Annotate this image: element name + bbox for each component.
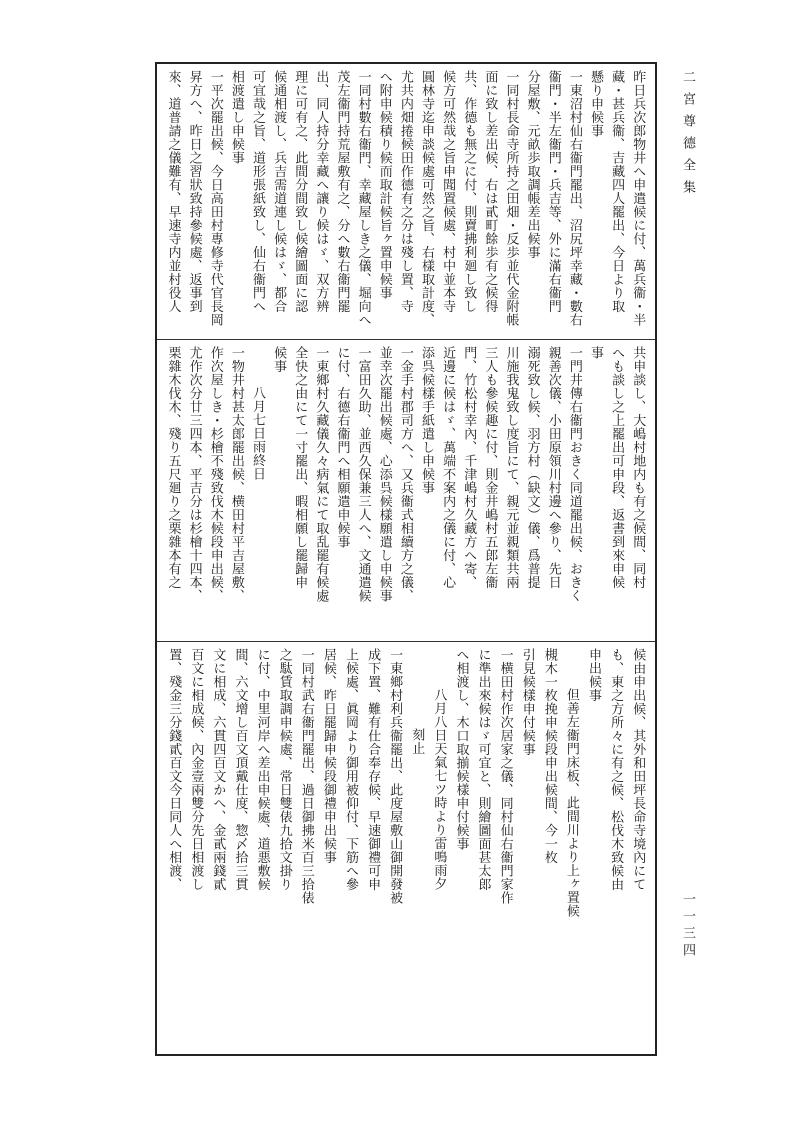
text-column: 茂左衞門持荒屋敷有之、分へ數右衞門罷 [334, 70, 350, 313]
text-column: 共、作德も無之に付、則賣拂利廻し致し [461, 70, 477, 313]
text-column: 衞門・半左衞門・兵吉等、外に滿右衞門 [545, 70, 561, 313]
text-column: 一東鄉村利兵衞罷出、此度屋敷山御開發被 [387, 648, 403, 905]
text-column: も、東之方所々に有之候、松伐木致候由 [608, 648, 624, 891]
text-column: へ附申候積り候而取計候旨ヶ置申候事 [376, 70, 392, 300]
book-title: 二宮尊德全集 [680, 70, 695, 202]
text-section-middle [163, 346, 649, 636]
text-column: 栗雜木伐木、殘り五尺廻り之栗雜本有之 [165, 346, 181, 589]
text-column: へも談し之上罷出可申段、返書到來申候 [609, 346, 625, 589]
text-column: 分屋敷、元畝歩取調帳差出候事 [524, 70, 540, 259]
text-frame [155, 62, 657, 1056]
text-column: 八月八日天氣七ツ時より雷鳴雨夕 [431, 688, 447, 891]
text-column: へ相渡し、木口取揃候樣申付候事 [453, 648, 469, 851]
text-column: 之駄賃取調申候處、常日雙俵九拾文掛り [276, 648, 292, 891]
text-column: 溺死致し候、羽方村（缺文）儀、爲普提 [524, 346, 540, 589]
text-column: 全快之由にて一寸罷出、暇相願し罷歸申 [292, 346, 308, 589]
text-column: 槻木一枚挽申候段申出候間、今一枚 [541, 648, 557, 864]
text-column: 作次屋しき・杉檜不殘致伐木候段申出候、 [207, 346, 223, 603]
text-column: 申出候事 [586, 648, 602, 702]
text-column: に準出來候はゞ可宜と、則繪圖面甚太郎 [475, 648, 491, 891]
text-column: 共申談し、大嶋村地内も有之候間、同村 [630, 346, 646, 589]
text-column: 文に相成、六貫四百文かへ、金貳兩錢貳 [210, 648, 226, 891]
text-column: 引見候樣申付候事 [519, 648, 535, 756]
text-column: に付、右德右衞門へ相願遣申候事 [334, 346, 350, 549]
text-column: 候通相渡し、兵吉需道連し候はゞ、都合 [271, 70, 287, 313]
text-column: 近邊に候はゞ、萬端不案内之儀に付、心 [440, 346, 456, 589]
text-column: 並幸次罷出候處、心添呉候樣願遣し申候事 [376, 346, 392, 603]
text-column: 一東鄉村久藏儀久々病氣にて取乱罷有候處 [313, 346, 329, 603]
text-column: 一物井村甚太郎罷出候、横田村平吉屋敷、 [228, 346, 244, 603]
text-section-top [163, 70, 649, 335]
text-column: 圓林寺迄申談候處可然之旨、右樣取計度、 [418, 70, 434, 327]
text-column: 昇方へ、昨日之習狀致持參候處、返事到 [186, 70, 202, 313]
text-column: 成下置、難有仕合奉存候、早速御禮可申 [365, 648, 381, 891]
text-section-bottom [163, 648, 649, 1048]
text-column: 尤作次分廿三四本、平吉分は杉檜十四本、 [186, 346, 202, 603]
text-column: 藏・甚兵衞、吉藏四人罷出、今日より取 [609, 70, 625, 313]
text-column: 事 [587, 346, 603, 360]
text-column: 親善次儀、小田原領川村邊へ參り、先日 [545, 346, 561, 589]
text-column: 候方可然哉之旨申聞置候處、村中並本寺 [440, 70, 456, 313]
text-column: 添呉候樣手紙遣し申候事 [418, 346, 434, 495]
text-column: 但善左衞門床板、此間川より上ヶ置候 [563, 688, 579, 918]
text-column: 八月七日雨終日 [249, 386, 265, 481]
text-column: 置、殘金三分錢貳百文今日同人へ相渡、 [166, 648, 182, 891]
page-number: 一一三四 [680, 892, 695, 960]
text-column: 候由申出候、其外和田坪長命寺境內にて [630, 648, 646, 891]
text-column: 昨日兵次郎物井へ申遣候に付、萬兵衞・半 [630, 70, 646, 327]
text-column: 一門井傳右衞門おきく同道罷出候、おきく [566, 346, 582, 603]
text-column: 百文に相成候、內金壹兩雙分先日相渡し [188, 648, 204, 891]
text-column: 面に致し差出候、右は貳町餘歩有之候得 [482, 70, 498, 313]
text-column: 三人も參候趣に付、則金井嶋村五郎左衞 [482, 346, 498, 589]
text-column: 一富田久助、並西久保兼三人へ、文通遣候 [355, 346, 371, 603]
section-divider [157, 339, 655, 340]
text-column: に付、中里河岸へ差出申候處、道悪敷候 [254, 648, 270, 891]
text-column: 來、道普請之儀難有、早速寺内並村役人 [165, 70, 181, 313]
text-column: 一金手村郡司方へ、又兵衞式相續方之儀、 [397, 346, 413, 603]
text-column: 候事 [271, 346, 287, 373]
text-column: 出、同人持分幸藏へ讓り候はゞ、双方辨 [313, 70, 329, 313]
text-column: 一同村長命寺所持之田畑・反歩並代金附帳 [503, 70, 519, 327]
text-column: 理に可有之、此間分間致し候繪圖面に認 [292, 70, 308, 313]
text-column: 可宜哉之旨、道形張紙致し、仙右衞門へ [249, 70, 265, 313]
text-column: 居候、昨日罷歸申候段御禮申出候事 [320, 648, 336, 864]
text-column: 川施我鬼致し度旨にて、親元並親類共兩 [503, 346, 519, 589]
text-column: 一平次罷出候、今日高田村專修寺代官長岡 [207, 70, 223, 327]
text-column: 刻止 [409, 728, 425, 755]
text-column: 門、竹松村幸內、千津嶋村久藏方へ寄、 [461, 346, 477, 589]
text-column: 尤共内畑捲候田作德有之分は殘し置、寺 [397, 70, 413, 313]
text-column: 一東沼村仙右衞門罷出、沼尻坪幸藏・數右 [566, 70, 582, 327]
text-column: 上候處、眞岡より御用被仰付、下筋へ參 [342, 648, 358, 891]
text-column: 一横田村作次居家之儀、同村仙右衞門家作 [497, 648, 513, 905]
text-column: 相渡遣し申候事 [228, 70, 244, 165]
text-column: 間、六文增し百文頂戴仕度、惣〆拾三貫 [232, 648, 248, 891]
section-divider [157, 641, 655, 642]
text-column: 懸り申候事 [587, 70, 603, 138]
text-column: 一同村武右衞門罷出、過日御拂米百三拾俵 [298, 648, 314, 905]
text-column: 一同村數右衞門、幸藏屋しき之儀、堀向へ [355, 70, 371, 327]
